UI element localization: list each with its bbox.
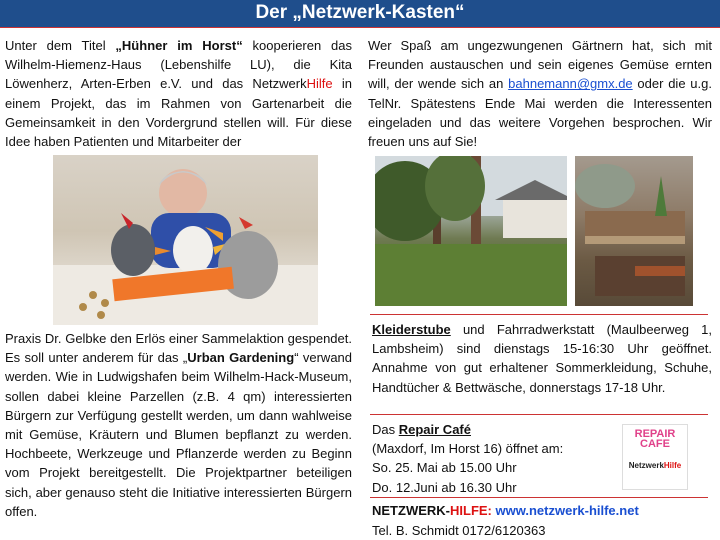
footer-contact: NETZWERK-HILFE: www.netzwerk-hilfe.net xyxy=(372,503,639,518)
intro-paragraph: Unter dem Titel „Hühner im Horst“ kooperieren das Wilhelm-Hiemenz-Haus (Lebenshilfe LU), die Kita Löwenherz, Arten-Erben e.V. und das NetzwerkHilfe in einem Projekt, das im Rahmen von Gartenarbeit die Gemeinsamkeit in den Vordergrund stellen will. Für diese Idee haben Patienten und Mitarbeiter der xyxy=(5,38,353,150)
divider-3 xyxy=(370,497,708,498)
page-title: Der „Netzwerk-Kasten“ xyxy=(0,0,720,28)
garden-photo-trees xyxy=(375,156,567,306)
repair-cafe-logo: REPAIR CAFE NetzwerkHilfe xyxy=(622,424,688,490)
left-column-bottom xyxy=(5,329,352,521)
left-column-top xyxy=(5,36,352,151)
website-link[interactable]: www.netzwerk-hilfe.net xyxy=(495,503,639,518)
project-photo xyxy=(53,155,318,325)
kleiderstube-section: Kleiderstube und Fahrradwerkstatt (Maulbeerweg 1, Lambsheim) sind dienstags 15-16:30 Uhr geöffnet. Annahme von gut erhaltener Sommerkleidung, Schuhe, Handtücher & Bettwäsche, donnerstags 17-18 Uhr. xyxy=(372,322,712,395)
right-column-top xyxy=(368,36,712,151)
divider-1 xyxy=(370,314,708,315)
repair-cafe-section: Das Repair Café (Maxdorf, Im Horst 16) öffnet am: So. 25. Mai ab 15.00 Uhr Do. 12.Juni ab 16.30 Uhr xyxy=(372,422,564,495)
divider-2 xyxy=(370,414,708,415)
garden-photo-beds xyxy=(575,156,693,306)
donation-paragraph: Praxis Dr. Gelbke den Erlös einer Sammelaktion gespendet. Es soll unter anderem für das „Urban Gardening“ verwand werden. Wie in Ludwigshafen beim Wilhelm-Hack-Museum, sollen dabei kleine Parzellen (z.B. 4 qm) interessierten Bürgern zur Verfügung gestellt werden, um dann wahlweise mit Gemüse, Kräutern und Blumen bepflanzt zu werden. Hochbeete, Werkzeuge und Pflanzerde werden zu Beginn vom Projekt bereitgestellt. Die Projektpartner beteiligen sich, aber genauso steht die Initiative interessierten Bürgern offen. xyxy=(5,331,353,519)
contact-paragraph: Wer Spaß am ungezwungenen Gärtnern hat, sich mit Freunden austauschen und sein eigenes Gemüse ernten will, der wende sich an bahnemann@gmx.de oder die u.g. TelNr. Spätestens Ende Mai werden die Interessenten eingeladen und das weitere Vorgehen besprochen. Wir freuen uns auf Sie! xyxy=(368,38,712,150)
kleiderstube-title: Kleiderstube xyxy=(372,322,451,337)
project-title: „Hühner im Horst“ xyxy=(115,38,243,53)
repair-cafe-title: Repair Café xyxy=(398,422,471,437)
email-link[interactable]: bahnemann@gmx.de xyxy=(508,76,633,92)
footer-phone: Tel. B. Schmidt 0172/6120363 xyxy=(372,523,546,538)
